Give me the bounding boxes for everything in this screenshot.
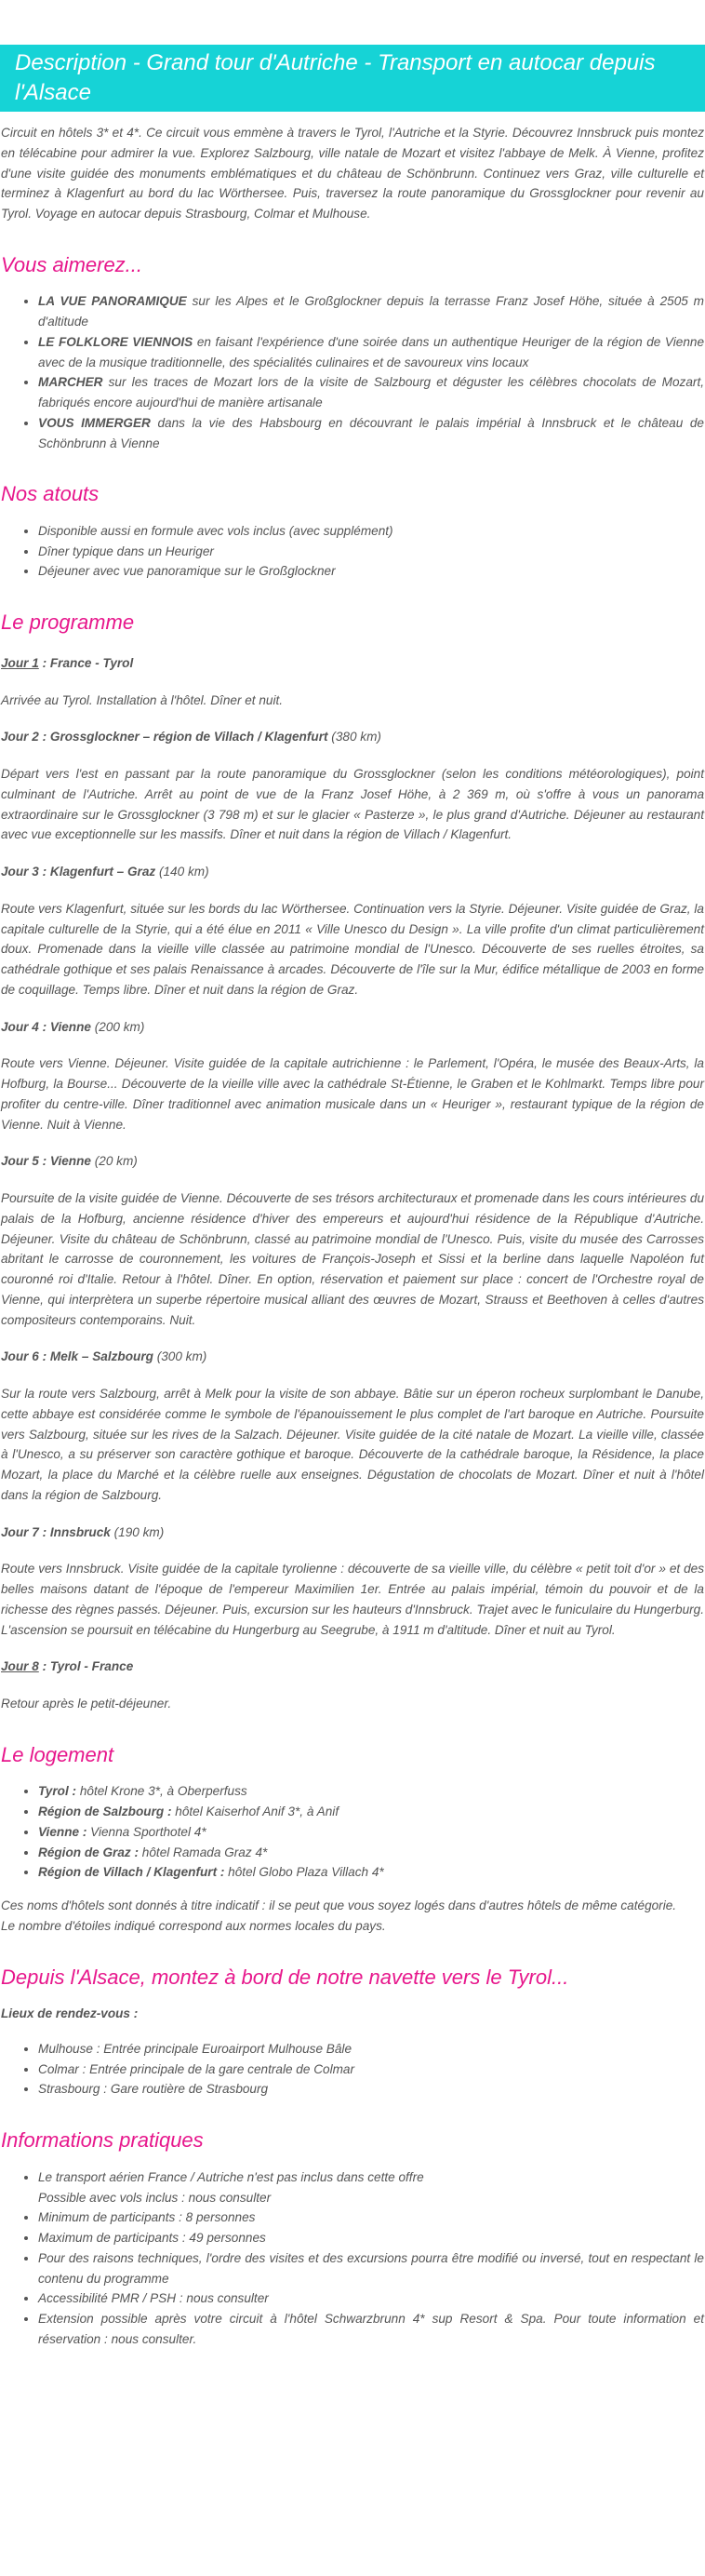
day-heading	[1, 1151, 704, 1172]
list-item	[38, 1822, 704, 1843]
item-text: hôtel Ramada Graz 4*	[139, 1845, 268, 1859]
day-label: Jour 1	[1, 655, 39, 670]
list-item	[38, 1781, 704, 1802]
item-strong: MARCHER	[38, 375, 103, 390]
day-heading	[1, 862, 704, 882]
item-strong: Région de Villach / Klagenfurt :	[38, 1865, 225, 1880]
list-item: • Dîner typique dans un Heuriger	[38, 542, 704, 562]
item-text: Le transport aérien France / Autriche n'est pas inclus dans cette offre	[38, 2169, 424, 2184]
day-description: Arrivée au Tyrol. Installation à l'hôtel. Dîner et nuit.	[1, 692, 284, 707]
list-item: • Maximum de participants : 49 personnes	[38, 2228, 704, 2248]
day-label: Jour 2	[1, 730, 39, 745]
section-heading-navette: Depuis l'Alsace, montez à bord de notre navette vers le Tyrol...	[1, 1965, 569, 1989]
list-item: • Mulhouse : Entrée principale Euroairport Mulhouse Bâle	[38, 2039, 704, 2059]
day-title: : Vienne	[38, 1019, 91, 1034]
item-strong: LA VUE PANORAMIQUE	[38, 294, 187, 309]
logement-list	[1, 1781, 704, 1883]
list-item: • Strasbourg : Gare routière de Strasbourg	[38, 2079, 704, 2100]
day-heading	[1, 1523, 704, 1543]
section-heading-atouts: Nos atouts	[1, 482, 100, 506]
day-label: Jour 4	[1, 1019, 39, 1034]
day-description: Sur la route vers Salzbourg, arrêt à Melk pour la visite de son abbaye. Bâtie sur un éperon rocheux surplombant le Danube, cette abbaye est considérée comme le symbole de l'épanouissement le plus complet de l'art baroque en Autriche. Poursuite vers Salzbourg, située sur les rives de la Salzach. Déjeuner. Visite guidée de la cité natale de Mozart. La vieille ville, classée à l'Unesco, a su préserver son caractère gothique et baroque. Découverte de la cathédrale baroque, la Résidence, la place Mozart, la place du Marché et la célèbre ruelle aux enseignes. Dégustation de chocolats de Mozart. Dîner et nuit à l'hôtel dans la région de Salzbourg.	[1, 1387, 704, 1502]
list-item: • Accessibilité PMR / PSH : nous consulter	[38, 2288, 704, 2309]
item-text: hôtel Krone 3*, à Oberperfuss	[76, 1784, 247, 1799]
item-text: hôtel Kaiserhof Anif 3*, à Anif	[171, 1805, 339, 1819]
item-strong: Région de Graz :	[38, 1845, 140, 1859]
section-heading-aimerez: Vous aimerez...	[1, 252, 143, 276]
day-heading	[1, 727, 704, 747]
item-text: dans la vie des Habsbourg en découvrant le palais impérial à Innsbruck et le château de Schönbrunn à Vienne	[38, 415, 704, 450]
day-distance: (380 km)	[327, 730, 381, 745]
day-title: : France - Tyrol	[38, 655, 134, 670]
item-text-secondary: Possible avec vols inclus : nous consulter	[38, 2190, 272, 2205]
day-distance: (190 km)	[110, 1524, 165, 1539]
list-item: • Colmar : Entrée principale de la gare centrale de Colmar	[38, 2059, 704, 2080]
page	[0, 45, 705, 2350]
section-heading-infos: Informations pratiques	[1, 2128, 204, 2153]
item-text: Vienna Sporthotel 4*	[86, 1824, 206, 1839]
list-item: • Pour des raisons techniques, l'ordre des visites et des excursions pourra être modifié ou inversé, tout en respectant le contenu du programme	[38, 2248, 704, 2289]
day-distance: (20 km)	[90, 1154, 138, 1169]
day-label: Jour 8	[1, 1659, 39, 1674]
day-description: Poursuite de la visite guidée de Vienne. Découverte de ses trésors architecturaux et promenade dans les cours intérieures du palais de la Hofburg, ancienne résidence d'hiver des empereurs et aujourd'hui résidence de la République d'Autriche. Déjeuner. Visite du château de Schönbrunn, classé au patrimoine mondial de l'Unesco. Puis, visite du musée des Carrosses abritant le carrosse de couronnement, les voitures de François-Joseph et Sissi et la berline dans laquelle Napoléon fut couronné roi d'Italie. Retour à l'hôtel. Dîner. En option, réservation et paiement sur place : concert de l'Orchestre royal de Vienne, qui interprètera un superbe répertoire musical alliant des œuvres de Mozart, Strauss et Beethoven à celles d'autres compositeurs contemporains. Nuit.	[1, 1191, 704, 1327]
page-title: Description - Grand tour d'Autriche - Transport en autocar depuis l'Alsace	[0, 45, 705, 112]
list-item	[38, 372, 704, 413]
day-description: Route vers Innsbruck. Visite guidée de la capitale tyrolienne : découverte de sa vieille ville, du célèbre « petit toit d'or » et des belles maisons datant de l'époque de l'empereur Maximilien 1er. Entrée au palais impérial, témoin du pouvoir et de la richesse des règnes passés. Déjeuner. Puis, excursion sur les hauteurs d'Innsbruck. Trajet avec le funiculaire du Hungerburg. L'ascension se poursuit en télécabine du Hungerburg au Seegrube, à 1911 m d'altitude. Dîner et nuit au Tyrol.	[1, 1562, 704, 1637]
day-description: Retour après le petit-déjeuner.	[1, 1697, 172, 1711]
item-text: sur les Alpes et le Großglockner depuis la terrasse Franz Josef Höhe, située à 2505 m d'altitude	[38, 294, 705, 329]
logement-note	[1, 1896, 704, 1937]
day-title: : Tyrol - France	[38, 1659, 134, 1674]
navette-list	[1, 2039, 704, 2100]
list-item: • Minimum de participants : 8 personnes	[38, 2207, 704, 2228]
intro-paragraph: Circuit en hôtels 3* et 4*. Ce circuit vous emmène à travers le Tyrol, l'Autriche et la Styrie. Découvrez Innsbruck puis montez en télécabine pour admirer la vue. Explorez Salzbourg, ville natale de Mozart et visitez l'abbaye de Melk. À Vienne, profitez d'une visite guidée des monuments emblématiques et du château de Schönbrunn. Continuez vers Graz, ville culturelle et terminez à Klagenfurt au bord du lac Wörthersee. Puis, traversez la route panoramique du Grossglockner pour revenir au Tyrol. Voyage en autocar depuis Strasbourg, Colmar et Mulhouse.	[1, 126, 704, 221]
list-item	[38, 2167, 704, 2208]
item-strong: Région de Salzbourg :	[38, 1805, 172, 1819]
item-text: hôtel Globo Plaza Villach 4*	[224, 1865, 384, 1880]
day-title: : Melk – Salzbourg	[38, 1349, 153, 1364]
day-heading	[1, 1657, 704, 1677]
infos-list	[1, 2167, 704, 2350]
list-item: • Extension possible après votre circuit à l'hôtel Schwarzbrunn 4* sup Resort & Spa. Pour toute information et réservation : nous consulter.	[38, 2309, 704, 2350]
list-item: • Disponible aussi en formule avec vols inclus (avec supplément)	[38, 521, 704, 542]
note-line: Le nombre d'étoiles indiqué correspond aux normes locales du pays.	[1, 1918, 386, 1933]
item-text: sur les traces de Mozart lors de la visite de Salzbourg et déguster les célèbres chocolats de Mozart, fabriqués encore aujourd'hui de manière artisanale	[38, 375, 704, 410]
day-label: Jour 3	[1, 865, 39, 879]
list-item	[38, 1843, 704, 1863]
day-heading	[1, 1017, 704, 1038]
day-title: : Vienne	[38, 1154, 91, 1169]
day-distance: (300 km)	[153, 1349, 207, 1364]
day-description: Départ vers l'est en passant par la route panoramique du Grossglockner (selon les conditions météorologiques), point culminant de l'Autriche. Arrêt au point de vue de la Franz Josef Höhe, à 2 369 m, où s'offre à vous un panorama extraordinaire sur le Grossglockner (3 798 m) et sur le glacier « Pasterze », le plus grand d'Autriche. Déjeuner au restaurant avec vue exceptionnelle sur les massifs. Dîner et nuit dans la région de Villach / Klagenfurt.	[1, 767, 704, 842]
day-distance: (140 km)	[155, 865, 209, 879]
day-title: : Grossglockner – région de Villach / Klagenfurt	[38, 730, 328, 745]
list-item	[38, 1862, 704, 1883]
list-item	[38, 413, 704, 454]
day-description: Route vers Klagenfurt, située sur les bords du lac Wörthersee. Continuation vers la Styrie. Déjeuner. Visite guidée de Graz, la capitale culturelle de la Styrie, qui a été élue en 2011 « Ville Unesco du Design ». La ville profite d'un climat particulièrement doux. Promenade dans la vieille ville classée au patrimoine mondial de l'Unesco. Découverte de ses ruelles étroites, sa cathédrale gothique et ses palais Renaissance à arcades. Découverte de l'île sur la Mur, édifice métallique de 2003 en forme de coquillage. Temps libre. Dîner et nuit dans la région de Graz.	[1, 901, 704, 997]
section-heading-programme: Le programme	[1, 610, 135, 635]
day-heading	[1, 653, 704, 674]
day-distance: (200 km)	[90, 1019, 145, 1034]
day-label: Jour 7	[1, 1524, 39, 1539]
day-heading	[1, 1347, 704, 1367]
aimerez-list	[1, 291, 704, 453]
list-item: • Déjeuner avec vue panoramique sur le Großglockner	[38, 561, 704, 582]
item-strong: Vienne :	[38, 1824, 87, 1839]
atouts-list	[1, 521, 704, 582]
day-label: Jour 5	[1, 1154, 39, 1169]
day-title: : Klagenfurt – Graz	[38, 865, 156, 879]
list-item	[38, 1802, 704, 1822]
main-content	[0, 123, 705, 2350]
list-item	[38, 291, 704, 332]
note-line: Ces noms d'hôtels sont donnés à titre indicatif : il se peut que vous soyez logés dans d'autres hôtels de même catégorie.	[1, 1898, 677, 1913]
navette-subheading: Lieux de rendez-vous :	[1, 2006, 139, 2021]
item-text: en faisant l'expérience d'une soirée dans un authentique Heuriger de la région de Vienne avec de la musique traditionnelle, des spécialités culinaires et de savoureux vins locaux	[38, 334, 705, 369]
section-heading-logement: Le logement	[1, 1742, 114, 1766]
item-strong: Tyrol :	[38, 1784, 77, 1799]
programme-days	[1, 653, 704, 1714]
day-description: Route vers Vienne. Déjeuner. Visite guidée de la capitale autrichienne : le Parlement, l'Opéra, le musée des Beaux-Arts, la Hofburg, la Bourse... Découverte de la vieille ville avec la cathédrale St-Étienne, le Graben et le Kohlmarkt. Temps libre pour profiter du centre-ville. Dîner traditionnel avec animation musicale dans un « Heuriger », restaurant typique de la région de Vienne. Nuit à Vienne.	[1, 1056, 704, 1132]
item-strong: LE FOLKLORE VIENNOIS	[38, 334, 193, 349]
day-label: Jour 6	[1, 1349, 39, 1364]
day-title: : Innsbruck	[38, 1524, 111, 1539]
list-item	[38, 332, 704, 373]
item-strong: VOUS IMMERGER	[38, 415, 151, 430]
